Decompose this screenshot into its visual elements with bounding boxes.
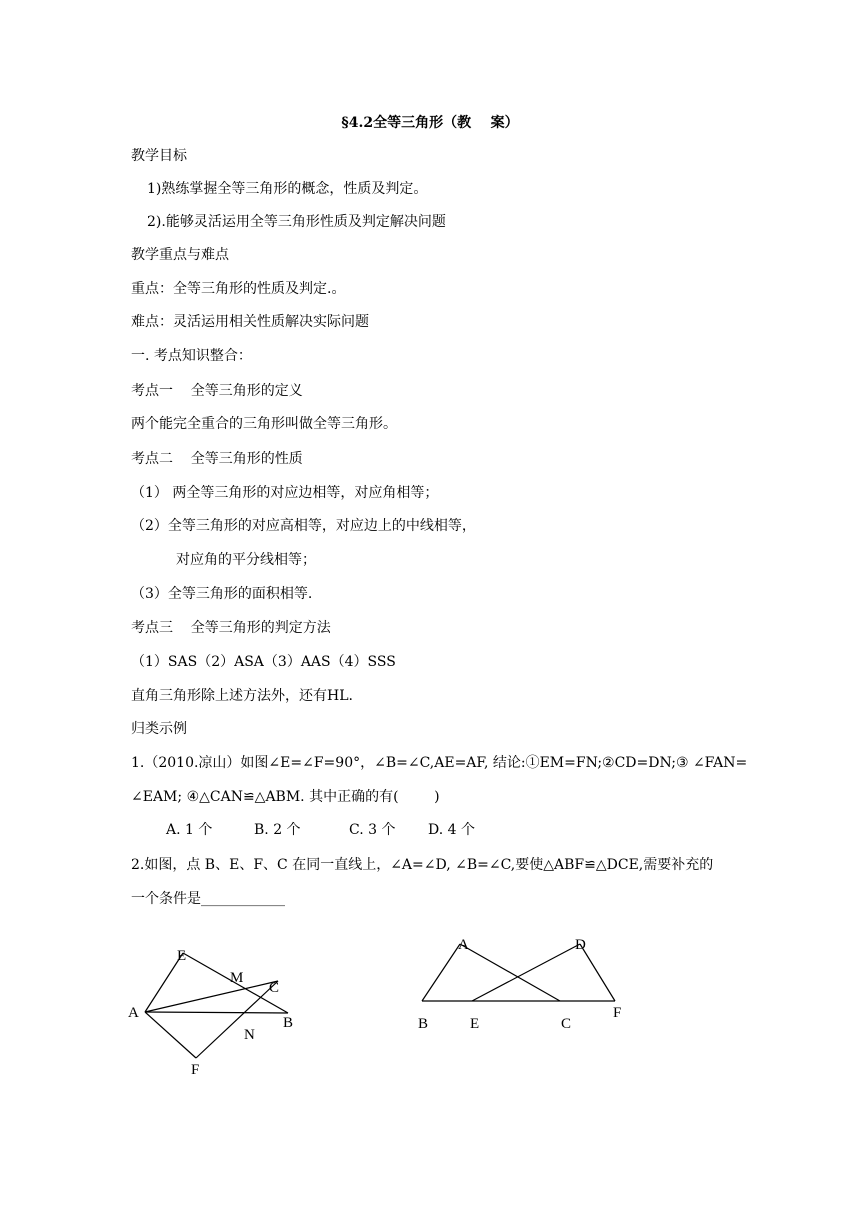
q1-option-b: B. 2 个: [254, 822, 301, 838]
key-point: 重点：全等三角形的性质及判定.。: [131, 281, 346, 297]
q1-line: 1.（2010.凉山）如图∠E=∠F=90°，∠B=∠C,AE=AF, 结论:①EM=FN;②CD=DN;③ ∠FAN=: [131, 755, 748, 771]
segment-AC: [460, 944, 560, 1001]
label-D: D: [575, 937, 586, 953]
point1-title: 考点一 全等三角形的定义: [131, 383, 303, 399]
objective-item: 2).能够灵活运用全等三角形性质及判定解决问题: [147, 214, 446, 230]
label-M: M: [230, 970, 244, 986]
point3-methods: （1）SAS（2）ASA（3）AAS（4）SSS: [131, 654, 396, 670]
label-B: B: [418, 1016, 429, 1032]
q1-option-c: C. 3 个: [349, 822, 396, 838]
point1-text: 两个能完全重合的三角形叫做全等三角形。: [131, 416, 397, 432]
label-E: E: [470, 1016, 480, 1032]
label-C: C: [269, 980, 280, 996]
section-heading: 一. 考点知识整合：: [131, 348, 252, 364]
label-N: N: [244, 1027, 255, 1043]
label-F: F: [613, 1005, 622, 1021]
q1-line: ∠EAM; ④△CAN≌△ABM. 其中正确的有( ): [131, 789, 440, 805]
q1-option-a: A. 1 个: [166, 822, 213, 838]
label-C: C: [561, 1016, 572, 1032]
segment-ED: [472, 944, 580, 1001]
label-B: B: [283, 1015, 294, 1031]
segment-BA: [422, 944, 460, 1001]
objective-item: 1)熟练掌握全等三角形的概念，性质及判定。: [147, 181, 428, 197]
point3-note: 直角三角形除上述方法外，还有HL.: [131, 688, 353, 704]
q2-line: 一个条件是____________: [131, 891, 285, 907]
difficulty: 难点：灵活运用相关性质解决实际问题: [131, 314, 369, 330]
point2-item: （2）全等三角形的对应高相等，对应边上的中线相等，: [131, 518, 476, 534]
label-F: F: [191, 1062, 200, 1078]
examples-heading: 归类示例: [131, 721, 187, 737]
label-A: A: [458, 937, 469, 953]
focus-heading: 教学重点与难点: [131, 247, 229, 263]
page-title: §4.2全等三角形（教 案）: [341, 115, 519, 131]
point3-title: 考点三 全等三角形的判定方法: [131, 620, 331, 636]
q1-option-d: D. 4 个: [428, 822, 475, 838]
point2-item: （1） 两全等三角形的对应边相等，对应角相等；: [131, 485, 439, 501]
segment-AB: [145, 1012, 288, 1013]
point2-item: （3）全等三角形的面积相等.: [131, 586, 313, 602]
label-E: E: [177, 948, 187, 964]
point2-title: 考点二 全等三角形的性质: [131, 451, 303, 467]
segment-AF: [145, 1012, 196, 1058]
figure-1: [115, 935, 315, 1080]
segment-FC: [196, 981, 278, 1058]
objectives-heading: 教学目标: [131, 148, 187, 164]
label-A: A: [128, 1005, 139, 1021]
q2-line: 2.如图，点 B、E、F、C 在同一直线上，∠A=∠D, ∠B=∠C,要使△ABF≌△DCE,需要补充的: [131, 857, 714, 873]
point2-item: 对应角的平分线相等；: [176, 552, 316, 568]
figure-2: [410, 930, 640, 1040]
